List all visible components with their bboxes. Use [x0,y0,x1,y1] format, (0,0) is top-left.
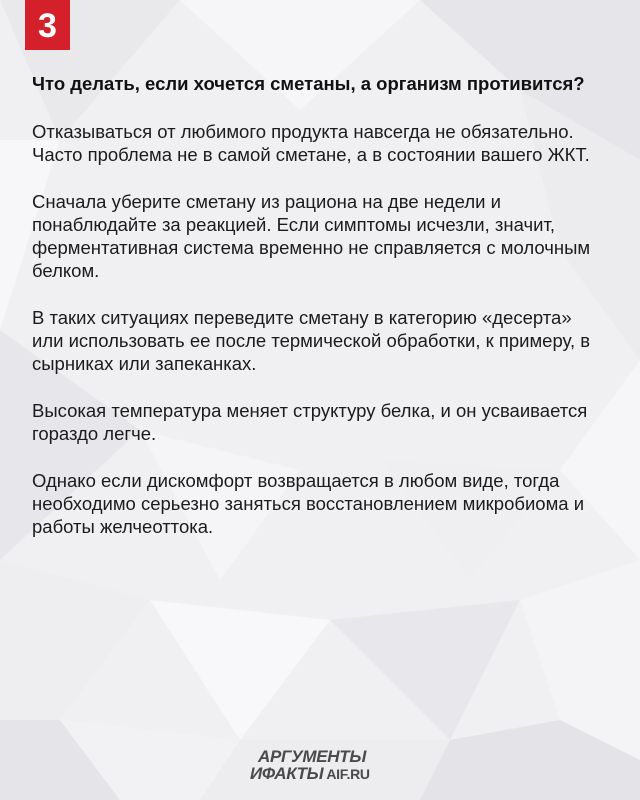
paragraph-5: Однако если дискомфорт возвращается в любом виде, тогда необходимо серьезно заняться восстановлением микробиома и работы желчеоттока. [32,470,585,537]
paragraph-1: Отказываться от любимого продукта навсегда не обязательно. Часто проблема не в самой сметане, а в состоянии вашего ЖКТ. [32,121,590,165]
logo-domain: AIF.RU [326,766,370,782]
paragraph-4: Высокая температура меняет структуру белка, и он усваивается гораздо легче. [32,400,588,444]
slide-number: 3 [38,7,57,45]
paragraph-3: В таких ситуациях переведите сметану в категорию «десерта» или использовать ее после термической обработки, к примеру, в сырниках или запеканках. [32,307,591,374]
article-heading: Что делать, если хочется сметаны, а организм противится? [32,73,585,94]
logo-line-2-text: ИФАКТЫ [250,764,324,783]
paragraph-2: Сначала уберите сметану из рациона на две недели и понаблюдайте за реакцией. Если симптомы исчезли, значит, ферментативная система временно не справляется с молочным белком. [32,191,591,281]
slide-number-badge [25,0,70,50]
logo-line-2 [250,764,370,784]
article-content [32,72,592,538]
logo-line-1: АРГУМЕНТЫ [258,747,367,766]
aif-logo [250,747,410,787]
